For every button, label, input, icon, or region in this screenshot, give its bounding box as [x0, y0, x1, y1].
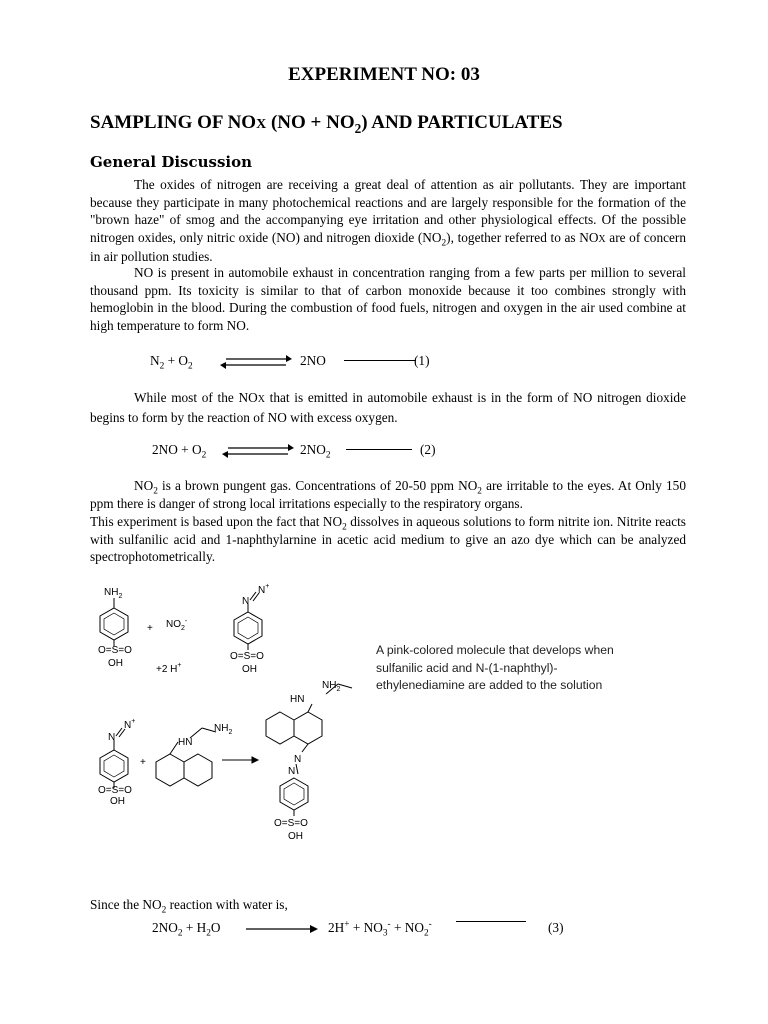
paragraph-3 [90, 389, 686, 426]
so3h-label: O=S=O [98, 645, 132, 656]
superscript: - [428, 919, 432, 930]
paragraph-2: NO is present in automobile exhaust in concentration ranging from a few parts per million to several thousand ppm. Its toxicity is similar to that of carbon monoxide because it too combines strongly with hemoglobin in the blood. During the combustion of food fuels, nitrogen and oxygen in the air used combine at high temperature to form NO. [90, 265, 686, 333]
superscript: - [387, 919, 391, 930]
sulfanilic-acid-structure [100, 598, 128, 646]
oh-label: OH [108, 658, 123, 669]
plus-sign: + [147, 623, 153, 634]
subscript: 2 [424, 928, 429, 939]
text: are of concern in air pollution studies. [90, 229, 686, 265]
text: are irritable to the eyes. At Only 150 ppm there is danger of strong local irritations especially to the respiratory organs. [90, 478, 686, 511]
subscript: X [257, 394, 265, 405]
subscript: 2 [206, 928, 211, 939]
text: 2NO + O [152, 442, 202, 457]
experiment-subtitle [90, 112, 563, 134]
text: + NO [390, 920, 424, 935]
eq1-number: (1) [414, 353, 430, 368]
rule-line [344, 359, 416, 363]
reaction-arrow-icon [246, 923, 318, 935]
eq1-lhs [150, 353, 193, 372]
text: The oxides of nitrogen are receiving a great deal of attention as air pollutants. They are important because they participate in many photochemical reactions and are largely responsible for the formation of the "brown haze" of smog and the accompanying eye irritation and other physiological effects. Of the possible nitrogen oxides, only nitric oxide (NO) and nitrogen dioxide (NO [90, 177, 686, 245]
text: that is emitted in automobile exhaust is in the form of NO nitrogen dioxide begins to form by the reaction of NO with excess oxygen. [90, 390, 686, 425]
subtitle-text: SAMPLING OF NO [90, 112, 257, 133]
equilibrium-arrow-icon [222, 443, 294, 459]
paragraph-6 [90, 896, 686, 914]
so3h-label: O=S=O [230, 651, 264, 662]
paragraph-4 [90, 477, 686, 512]
text: + H [182, 920, 207, 935]
equation-3 [0, 920, 768, 940]
so3h-label: O=S=O [98, 785, 132, 796]
experiment-title: EXPERIMENT NO: 03 [288, 64, 480, 85]
hn-label: HN [178, 737, 193, 748]
equilibrium-arrow-icon [220, 354, 292, 370]
paragraph-5 [90, 513, 686, 566]
text: ), together referred to as NO [446, 229, 599, 245]
n-label: N [108, 732, 116, 743]
eq2-rhs [300, 442, 331, 461]
subtitle-text: ) AND PARTICULATES [361, 112, 563, 133]
subscript: 3 [382, 928, 388, 939]
subscript: X [598, 233, 606, 245]
subscript: 2 [159, 361, 165, 372]
text: + O [164, 353, 189, 368]
text: + NO [349, 920, 383, 935]
scheme-caption: A pink-colored molecule that develops when sulfanilic acid and N-(1-naphthyl)-ethylenediamine are added to the solution [376, 643, 614, 692]
subtitle-sub-2: 2 [354, 120, 362, 136]
subtitle-text: (NO + NO [266, 112, 355, 133]
subscript: 2 [201, 450, 207, 461]
hn-label: HN [290, 694, 305, 705]
rule-line [346, 448, 412, 452]
text: reaction with water is, [166, 897, 288, 912]
eq3-number: (3) [548, 920, 564, 935]
subscript: 2 [161, 905, 167, 916]
oh-label: OH [242, 664, 257, 675]
text: dissolves in aqueous solutions to form nitrite ion. Nitrite reacts with sulfanilic acid and 1-naphthylarnine in acetic acid medium to give an azo dye which can be analyzed spectrophotometrically. [90, 514, 686, 565]
subscript: 2 [477, 486, 482, 497]
n-plus-label: N+ [258, 583, 270, 596]
n-plus-label: N+ [124, 718, 136, 731]
subscript: 2 [441, 238, 447, 249]
subscript: 2 [342, 522, 347, 533]
text: O [210, 920, 221, 935]
azo-n-label: N [288, 766, 296, 777]
text: While most of the NO [134, 390, 258, 405]
nitrite-label: $NO_2^-$ [166, 618, 188, 632]
subtitle-sub-x: X [256, 117, 267, 132]
superscript: + [344, 919, 350, 930]
equation-2 [0, 442, 768, 462]
text: NO [134, 478, 154, 493]
eq3-lhs [152, 920, 221, 939]
subscript: 2 [153, 486, 158, 497]
oh-label: OH [288, 831, 303, 842]
text: Since the NO [90, 897, 162, 912]
azo-dye-structure [266, 684, 352, 816]
proton-label: +2 H+ [156, 662, 182, 675]
eq2-number: (2) [420, 442, 436, 457]
text: 2NO [300, 442, 326, 457]
section-heading: General Discussion [90, 153, 253, 171]
azo-n-label: N [294, 754, 302, 765]
subscript: 2 [177, 928, 183, 939]
rule-line [456, 920, 526, 924]
plus-sign: + [140, 757, 146, 768]
subscript: 2 [188, 361, 193, 372]
reaction-arrow-icon [222, 757, 258, 763]
nh2-label: $NH_2$ [104, 587, 123, 600]
subscript: 2 [325, 450, 331, 461]
eq2-lhs [152, 442, 207, 461]
paragraph-1 [90, 176, 686, 266]
nh2-label: $NH_2$ [214, 723, 233, 736]
n-label: N [242, 596, 250, 607]
nh2-label: $NH_2$ [322, 680, 341, 693]
text: This experiment is based upon the fact that NO [90, 514, 343, 529]
equation-1 [0, 353, 768, 373]
text: N [150, 353, 160, 368]
eq1-rhs: 2NO [300, 353, 326, 368]
azo-dye-reaction-scheme [90, 580, 550, 850]
so3h-label: O=S=O [274, 818, 308, 829]
oh-label: OH [110, 796, 125, 807]
text: is a brown pungent gas. Concentrations of 20-50 ppm NO [157, 478, 478, 493]
text: 2NO [152, 920, 178, 935]
eq3-rhs [328, 919, 432, 939]
text: 2H [328, 920, 345, 935]
